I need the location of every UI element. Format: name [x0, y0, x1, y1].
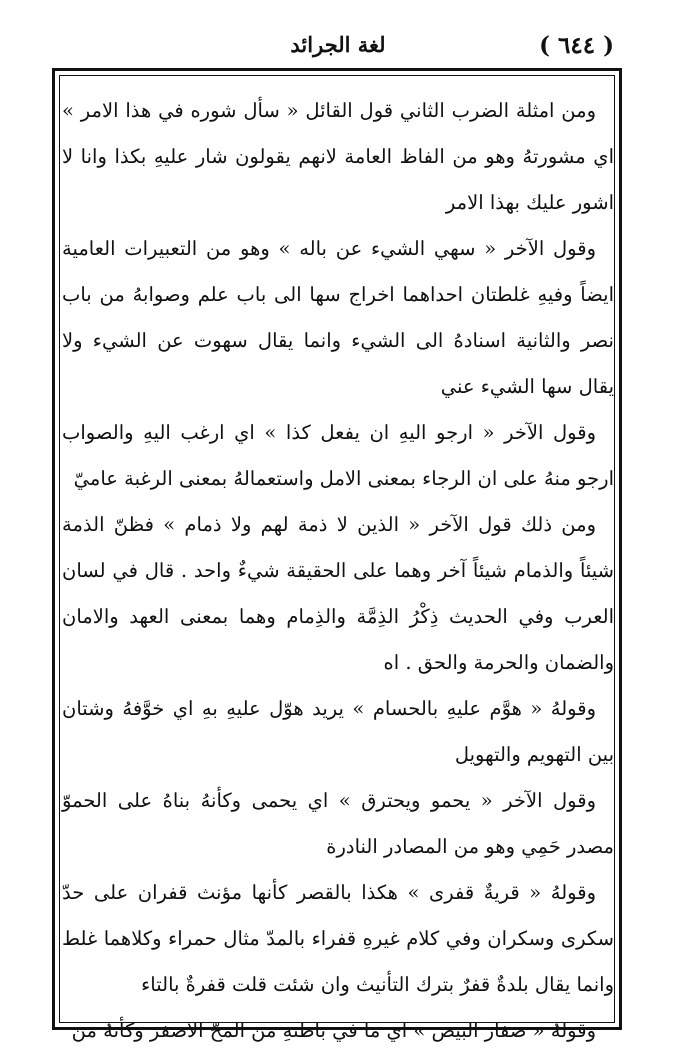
- paragraph-sahi-al-shay: وقول الآخر « سهي الشيء عن باله » وهو من التعبيرات العامية ايضاً وفيهِ غلطتان احداهما اخراج سها الى باب علم وصوابهُ من باب نصر والثانية اسنادهُ الى الشيء وانما يقال سهوت عن الشيء ولا يقال سها الشيء عني: [62, 237, 614, 398]
- running-header: [40, 30, 636, 66]
- paragraph-sufar-al-bayd: وقولهُ « صفار البيض » اي ما في باطنهِ من المحّ الاصفر وكأنهُ من: [71, 1019, 596, 1042]
- paragraph-dhimma-dhimam: ومن ذلك قول الآخر « الذين لا ذمة لهم ولا ذمام » فظنّ الذمة شيئاً والذمام شيئاً آخر وهما على الحقيقة شيءٌ واحد . قال في لسان العرب وفي الحديث ذِكْرُ الذِمَّة والذِمام وهما بمعنى العهد والامان والضمان والحرمة والحق . اه: [62, 513, 614, 674]
- running-title: لغة الجرائد: [290, 32, 386, 57]
- paragraph-sail-shoura: ومن امثلة الضرب الثاني قول القائل « سأل شوره في هذا الامر » اي مشورتهُ وهو من الفاظ العامة لانهم يقولون شار عليهِ بكذا وانا لا اشور عليك بهذا الامر: [62, 99, 614, 214]
- page-number: ( ٦٤٤ ): [539, 32, 614, 59]
- text-body: [62, 88, 614, 1054]
- paragraph-hawwam: وقولهُ « هوَّم عليهِ بالحسام » يريد هوّل عليهِ بهِ اي خوَّفهُ وشتان بين التهويم والتهويل: [62, 697, 614, 766]
- paragraph-arju-ilayhi: وقول الآخر « ارجو اليهِ ان يفعل كذا » اي ارغب اليهِ والصواب ارجو منهُ على ان الرجاء بمعنى الامل واستعمالهُ بمعنى الرغبة عاميّ: [62, 421, 614, 490]
- paragraph-qarya-qafra: وقولهُ « قريةٌ قفرى » هكذا بالقصر كأنها مؤنث قفران على حدّ سكرى وسكران وفي كلام غيرهِ قفراء بالمدّ مثال حمراء وكلاهما غلط وانما يقال بلدةٌ قفرٌ بترك التأنيث وان شئت قلت قفرةٌ بالتاء: [62, 881, 614, 996]
- paragraph-yahmu: وقول الآخر « يحمو ويحترق » اي يحمى وكأنهُ بناهُ على الحموّ مصدر حَمِي وهو من المصادر النادرة: [62, 789, 614, 858]
